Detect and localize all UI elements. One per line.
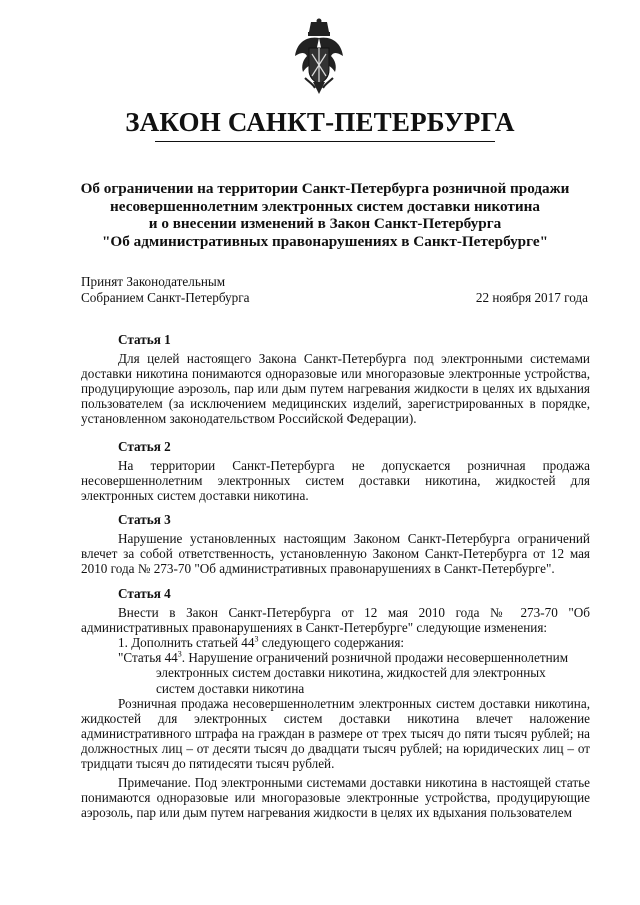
law-subject [60,180,590,250]
article-heading: Статья 2 [118,439,171,454]
subject-line-4: "Об административных правонарушениях в Санкт-Петербурге" [102,232,548,250]
article-text: Для целей настоящего Закона Санкт-Петербурга под электронными системами доставки никотина понимаются одноразовые или многоразовые электронные устройства, продуцирующие аэрозоль, пар или дым путем нагревания жидкости в целях их вдыхания пользователем (за исключением медицинских изделий, зарегистрированных в порядке, установленном законодательством Российской Федерации). [81,351,590,427]
quote-line-1: "Статья $44^3$. Нарушение ограничений розничной продажи несовершеннолетним [118,649,569,666]
article-heading: Статья 3 [118,512,171,527]
adoption-line-1: Принят Законодательным [81,274,226,289]
note-text: Примечание. Под электронными системами доставки никотина в настоящей статье понимаются одноразовые или многоразовые электронные устройства, продуцирующие аэрозоль, пар или дым путем нагревания жидкости в целях их вдыхания пользователем [81,775,590,821]
article-heading: Статья 4 [118,586,171,601]
subject-line-1: Об ограничении на территории Санкт-Петербурга розничной продажи [80,180,570,197]
article-4 [81,586,590,820]
subject-line-3: и о внесении изменений в Закон Санкт-Петербурга [148,215,502,232]
sanction-text: Розничная продажа несовершеннолетним электронных систем доставки никотина, жидкостей для электронных систем доставки никотина влечет наложение административного штрафа на граждан в размере от трех тысяч до пяти тысяч рублей; на должностных лиц – от десяти тысяч до двадцати тысяч рублей; на юридических лиц – от тридцати тысяч до пятидесяти тысяч рублей. [81,695,590,772]
article-3 [81,512,590,576]
adoption-line-2: Собранием Санкт-Петербурга [81,290,250,305]
st-petersburg-coat-of-arms-icon [293,18,345,100]
quote-line-2: электронных систем доставки никотина, жидкостей для электронных [156,665,546,681]
article-2 [81,439,590,503]
amendment-item-1: 1. Дополнить статьей $44^3$ следующего содержания: [118,634,405,651]
quote-line-3: систем доставки никотина [156,680,305,696]
new-article-quote [81,650,590,665]
law-title: ЗАКОН САНКТ-ПЕТЕРБУРГА [125,107,515,137]
article-text: Нарушение установленных настоящим Законом Санкт-Петербурга ограничений влечет за собой ответственность, установленную Законом Санкт-Петербурга от 12 мая 2010 года № 273-70 "Об административных правонарушениях в Санкт-Петербурге". [81,531,590,577]
title-underline [155,141,495,142]
article-1 [81,332,590,427]
adoption-body [81,274,250,306]
subject-line-2: несовершеннолетним электронных систем доставки никотина [110,197,540,215]
article-intro: Внести в Закон Санкт-Петербурга от 12 мая 2010 года № 273-70 "Об административных правонарушениях в Санкт-Петербурге" следующие изменения: [81,605,590,636]
adoption-date: 22 ноября 2017 года [475,290,588,305]
article-heading: Статья 1 [118,332,171,347]
article-text: На территории Санкт-Петербурга не допускается розничная продажа несовершеннолетним электронных систем доставки никотина, жидкостей для электронных систем доставки никотина. [81,458,590,504]
